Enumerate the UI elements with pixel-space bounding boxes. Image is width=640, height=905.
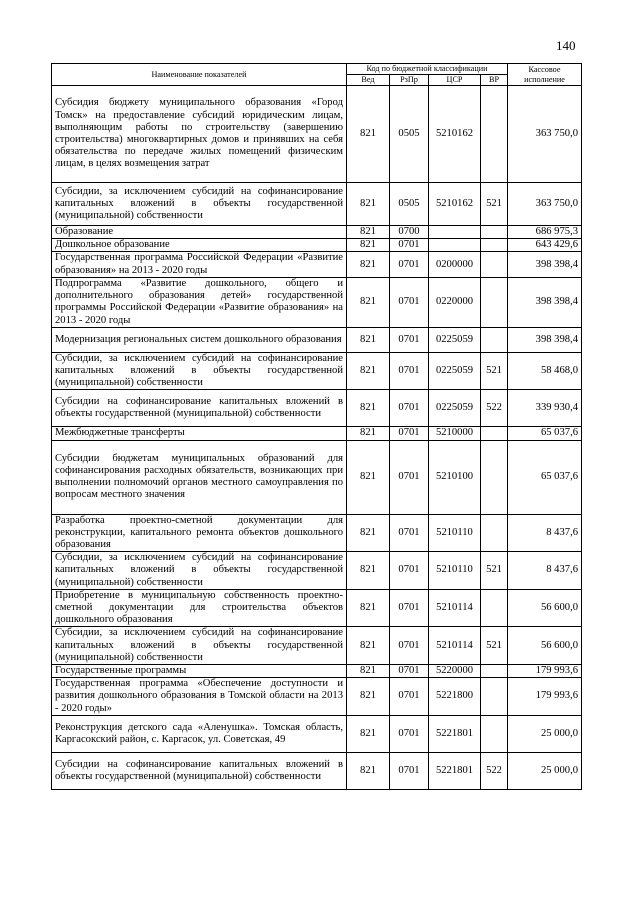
table-row (52, 226, 582, 239)
row-csr: 5210110 (429, 514, 481, 552)
row-rzpr: 0701 (390, 427, 429, 440)
row-rzpr: 0701 (390, 327, 429, 352)
row-ved: 821 (347, 665, 390, 678)
header-exec: Кассовое исполнение (508, 64, 582, 86)
row-value: 686 975,3 (508, 226, 582, 239)
row-name: Субсидии, за исключением субсидий на софинансирование капитальных вложений в объекты государственной (муниципальной) собственности (52, 183, 347, 226)
row-name: Субсидии, за исключением субсидий на софинансирование капитальных вложений в объекты государственной (муниципальной) собственности (52, 627, 347, 665)
row-name: Субсидии на софинансирование капитальных вложений в объекты государственной (муниципальной) собственности (52, 390, 347, 427)
table-row (52, 589, 582, 627)
row-csr: 0225059 (429, 327, 481, 352)
row-value: 58 468,0 (508, 352, 582, 390)
table-body (52, 86, 582, 790)
row-csr: 5210162 (429, 86, 481, 183)
row-ved: 821 (347, 715, 390, 752)
row-name: Дошкольное образование (52, 239, 347, 252)
row-name: Подпрограмма «Развитие дошкольного, общего и дополнительного образования детей» государственной программы Российской Федерации «Развитие образования» на 2013 - 2020 годы (52, 277, 347, 327)
row-ved: 821 (347, 239, 390, 252)
row-ved: 821 (347, 552, 390, 590)
row-value: 398 398,4 (508, 277, 582, 327)
header-vr: ВР (481, 75, 508, 86)
row-rzpr: 0701 (390, 239, 429, 252)
row-csr: 5221801 (429, 715, 481, 752)
table-row (52, 239, 582, 252)
row-rzpr: 0700 (390, 226, 429, 239)
row-csr: 5221801 (429, 752, 481, 789)
row-name: Государственная программа «Обеспечение доступности и развития дошкольного образования в Томской области на 2013 - 2020 годы» (52, 678, 347, 716)
row-csr (429, 239, 481, 252)
row-rzpr: 0701 (390, 752, 429, 789)
table-row (52, 86, 582, 183)
row-value: 643 429,6 (508, 239, 582, 252)
table-row (52, 183, 582, 226)
row-rzpr: 0505 (390, 183, 429, 226)
row-csr: 5210110 (429, 552, 481, 590)
table-row (52, 390, 582, 427)
table-row (52, 627, 582, 665)
row-value: 8 437,6 (508, 514, 582, 552)
row-ved: 821 (347, 390, 390, 427)
budget-table (51, 63, 582, 790)
row-ved: 821 (347, 86, 390, 183)
table-row (52, 752, 582, 789)
table-row (52, 665, 582, 678)
row-csr: 5220000 (429, 665, 481, 678)
row-value: 179 993,6 (508, 665, 582, 678)
row-rzpr: 0701 (390, 665, 429, 678)
row-name: Субсидии на софинансирование капитальных вложений в объекты государственной (муниципальной) собственности (52, 752, 347, 789)
row-ved: 821 (347, 440, 390, 514)
row-ved: 821 (347, 277, 390, 327)
row-value: 179 993,6 (508, 678, 582, 716)
row-name: Разработка проектно-сметной документации для реконструкции, капитального ремонта объектов дошкольного образования (52, 514, 347, 552)
table-row (52, 252, 582, 277)
row-vr (481, 277, 508, 327)
row-rzpr: 0701 (390, 440, 429, 514)
row-vr: 521 (481, 183, 508, 226)
row-ved: 821 (347, 226, 390, 239)
row-rzpr: 0505 (390, 86, 429, 183)
row-value: 8 437,6 (508, 552, 582, 590)
row-csr: 5210162 (429, 183, 481, 226)
row-ved: 821 (347, 252, 390, 277)
row-name: Государственные программы (52, 665, 347, 678)
row-value: 65 037,6 (508, 427, 582, 440)
row-name: Приобретение в муниципальную собственность проектно-сметной документации для строительства объектов дошкольного образования (52, 589, 347, 627)
row-rzpr: 0701 (390, 627, 429, 665)
row-value: 56 600,0 (508, 627, 582, 665)
row-csr: 0220000 (429, 277, 481, 327)
row-name: Реконструкция детского сада «Аленушка». Томская область, Каргасокский район, с. Каргасок, ул. Советская, 49 (52, 715, 347, 752)
row-ved: 821 (347, 752, 390, 789)
row-vr: 521 (481, 627, 508, 665)
row-csr: 0225059 (429, 390, 481, 427)
table-row (52, 352, 582, 390)
row-name: Субсидии, за исключением субсидий на софинансирование капитальных вложений в объекты государственной (муниципальной) собственности (52, 352, 347, 390)
row-csr: 5210000 (429, 427, 481, 440)
row-rzpr: 0701 (390, 715, 429, 752)
row-vr: 522 (481, 752, 508, 789)
row-name: Государственная программа Российской Федерации «Развитие образования» на 2013 - 2020 годы (52, 252, 347, 277)
page-number: 140 (556, 38, 576, 53)
row-value: 398 398,4 (508, 252, 582, 277)
row-rzpr: 0701 (390, 390, 429, 427)
row-vr (481, 327, 508, 352)
row-vr: 521 (481, 552, 508, 590)
row-ved: 821 (347, 183, 390, 226)
row-value: 56 600,0 (508, 589, 582, 627)
row-ved: 821 (347, 514, 390, 552)
row-rzpr: 0701 (390, 514, 429, 552)
row-vr (481, 86, 508, 183)
row-name: Межбюджетные трансферты (52, 427, 347, 440)
row-vr (481, 252, 508, 277)
row-value: 363 750,0 (508, 86, 582, 183)
header-csr: ЦСР (429, 75, 481, 86)
row-value: 25 000,0 (508, 715, 582, 752)
row-vr (481, 589, 508, 627)
row-rzpr: 0701 (390, 277, 429, 327)
row-rzpr: 0701 (390, 552, 429, 590)
row-name: Субсидия бюджету муниципального образования «Город Томск» на предоставление субсидий юридическим лицам, выполняющим работы по строительству (завершению строительства) многоквартирных домов и принявших на себя обязательства по передаче жилых помещений физическим лицам, в целях возмещения затрат (52, 86, 347, 183)
table-row (52, 715, 582, 752)
header-name: Наименование показателей (52, 64, 347, 86)
table-row (52, 327, 582, 352)
row-vr (481, 665, 508, 678)
row-csr: 5210114 (429, 589, 481, 627)
row-ved: 821 (347, 427, 390, 440)
row-name: Модернизация региональных систем дошкольного образования (52, 327, 347, 352)
row-csr: 0200000 (429, 252, 481, 277)
row-rzpr: 0701 (390, 589, 429, 627)
row-vr (481, 678, 508, 716)
row-csr: 5221800 (429, 678, 481, 716)
row-vr (481, 715, 508, 752)
row-ved: 821 (347, 627, 390, 665)
row-name: Субсидии бюджетам муниципальных образований для софинансирования расходных обязательств, возникающих при выполнении полномочий органов местного самоуправления по вопросам местного значения (52, 440, 347, 514)
row-ved: 821 (347, 352, 390, 390)
row-rzpr: 0701 (390, 352, 429, 390)
table-row (52, 277, 582, 327)
row-vr (481, 440, 508, 514)
row-value: 65 037,6 (508, 440, 582, 514)
row-rzpr: 0701 (390, 252, 429, 277)
header-rzpr: РзПр (390, 75, 429, 86)
row-vr: 522 (481, 390, 508, 427)
row-name: Образование (52, 226, 347, 239)
row-csr: 5210114 (429, 627, 481, 665)
row-rzpr: 0701 (390, 678, 429, 716)
row-value: 398 398,4 (508, 327, 582, 352)
row-ved: 821 (347, 327, 390, 352)
row-csr (429, 226, 481, 239)
row-vr (481, 226, 508, 239)
row-name: Субсидии, за исключением субсидий на софинансирование капитальных вложений в объекты государственной (муниципальной) собственности (52, 552, 347, 590)
table-row (52, 514, 582, 552)
row-vr (481, 239, 508, 252)
table-row (52, 440, 582, 514)
row-ved: 821 (347, 589, 390, 627)
table-header (52, 64, 582, 86)
row-ved: 821 (347, 678, 390, 716)
header-code-group: Код по бюджетной классификации (347, 64, 508, 75)
row-vr: 521 (481, 352, 508, 390)
row-vr (481, 427, 508, 440)
row-vr (481, 514, 508, 552)
row-value: 339 930,4 (508, 390, 582, 427)
table-row (52, 678, 582, 716)
row-csr: 5210100 (429, 440, 481, 514)
table-row (52, 552, 582, 590)
row-value: 25 000,0 (508, 752, 582, 789)
row-value: 363 750,0 (508, 183, 582, 226)
row-csr: 0225059 (429, 352, 481, 390)
header-ved: Вед (347, 75, 390, 86)
table-row (52, 427, 582, 440)
